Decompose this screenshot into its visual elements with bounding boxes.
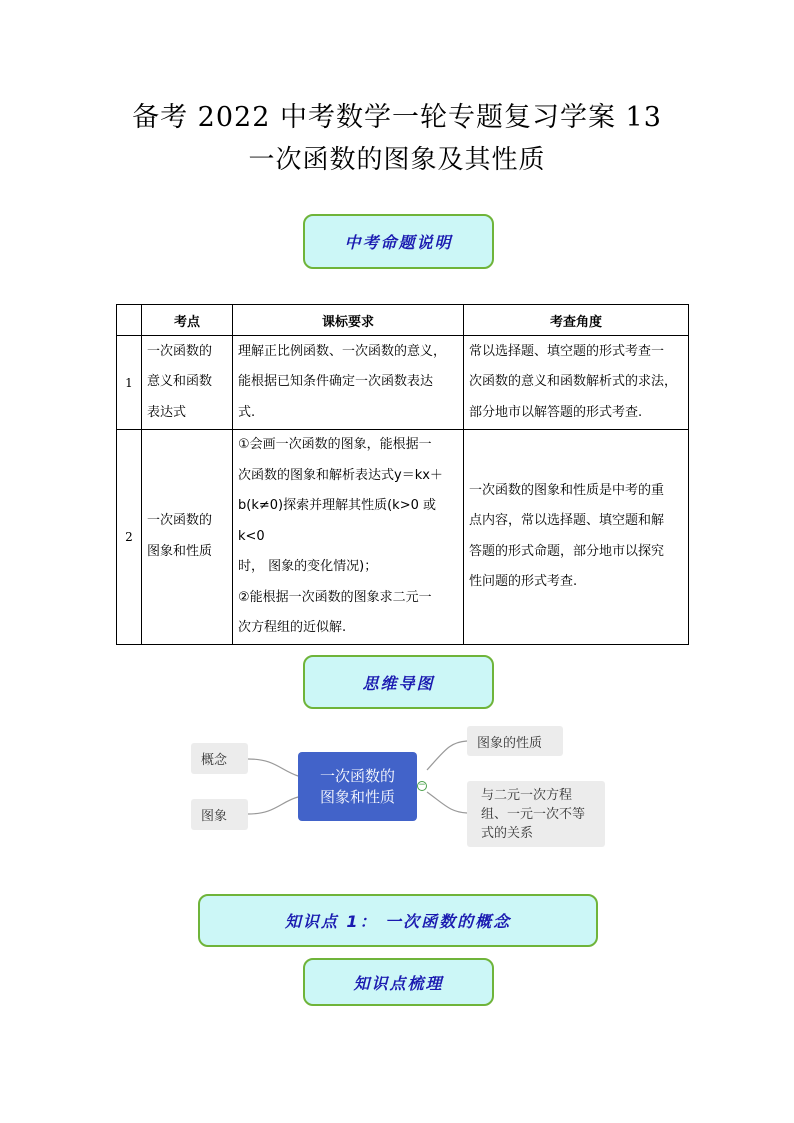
angle-line: 一次函数的图象和性质是中考的重 <box>469 482 665 498</box>
section-badge-exam-notes: 中考命题说明 <box>303 214 494 269</box>
mindmap-node-properties: 图象的性质 <box>467 726 563 756</box>
angle-line: 性问题的形式考查. <box>469 574 578 590</box>
section-badge-mind-map: 思维导图 <box>303 655 494 709</box>
topic-line: 一次函数的 <box>147 513 213 529</box>
mindmap-node-graph: 图象 <box>191 799 248 830</box>
connector-graph <box>248 797 298 814</box>
center-line: 一次函数的 <box>319 766 395 785</box>
row-number: 2 <box>117 430 142 645</box>
mindmap-node-concept: 概念 <box>191 743 248 774</box>
requirement-line: 次函数的图象和解析表达式y＝kx＋ <box>238 467 443 483</box>
topic-line: 一次函数的 <box>147 343 213 359</box>
table-header-angle: 考查角度 <box>464 305 689 336</box>
topic-line: 意义和函数 <box>147 374 213 390</box>
doc-title-line2: 一次函数的图象及其性质 <box>248 145 546 175</box>
topic-line: 图象和性质 <box>147 543 213 559</box>
row-number: 1 <box>117 336 142 430</box>
center-line: 图象和性质 <box>319 787 395 806</box>
mindmap-node-relations: 与二元一次方程组、一元一次不等式的关系 <box>467 781 605 847</box>
table-header-requirement: 课标要求 <box>233 305 464 336</box>
angle-line: 点内容，常以选择题、填空题和解 <box>469 513 665 529</box>
doc-title-line1: 备考 2022 中考数学一轮专题复习学案 13 <box>132 102 662 133</box>
connector-properties <box>427 741 467 770</box>
angle-line: 常以选择题、填空题的形式考查一 <box>469 343 665 359</box>
table-header-topic: 考点 <box>142 305 233 336</box>
connector-concept <box>248 759 298 776</box>
requirement-line: 理解正比例函数、一次函数的意义， <box>238 343 447 359</box>
requirement-line: 能根据已知条件确定一次函数表达 <box>238 374 434 390</box>
angle-line: 答题的形式命题，部分地市以探究 <box>469 543 665 559</box>
angle-line: 部分地市以解答题的形式考查. <box>469 404 643 420</box>
section-badge-knowledge-point-1: 知识点 1： 一次函数的概念 <box>198 894 598 947</box>
connector-relations <box>427 792 467 813</box>
requirement-line: ②能根据一次函数的图象求二元一 <box>238 589 432 605</box>
requirement-line: 时， 图象的变化情况)； <box>238 559 378 574</box>
requirement-line: 式. <box>238 404 256 420</box>
topic-line: 表达式 <box>147 404 187 420</box>
requirement-line: ①会画一次函数的图象，能根据一 <box>238 437 432 452</box>
collapse-toggle-icon[interactable]: − <box>418 780 426 790</box>
requirement-line: 次方程组的近似解. <box>238 620 347 635</box>
requirement-line: b(k≠0)探索并理解其性质(k>0 或 k<0 <box>238 498 436 544</box>
mindmap-center-node <box>298 752 417 821</box>
angle-line: 次函数的意义和函数解析式的求法， <box>469 374 678 390</box>
section-badge-knowledge-review: 知识点梳理 <box>303 958 494 1006</box>
